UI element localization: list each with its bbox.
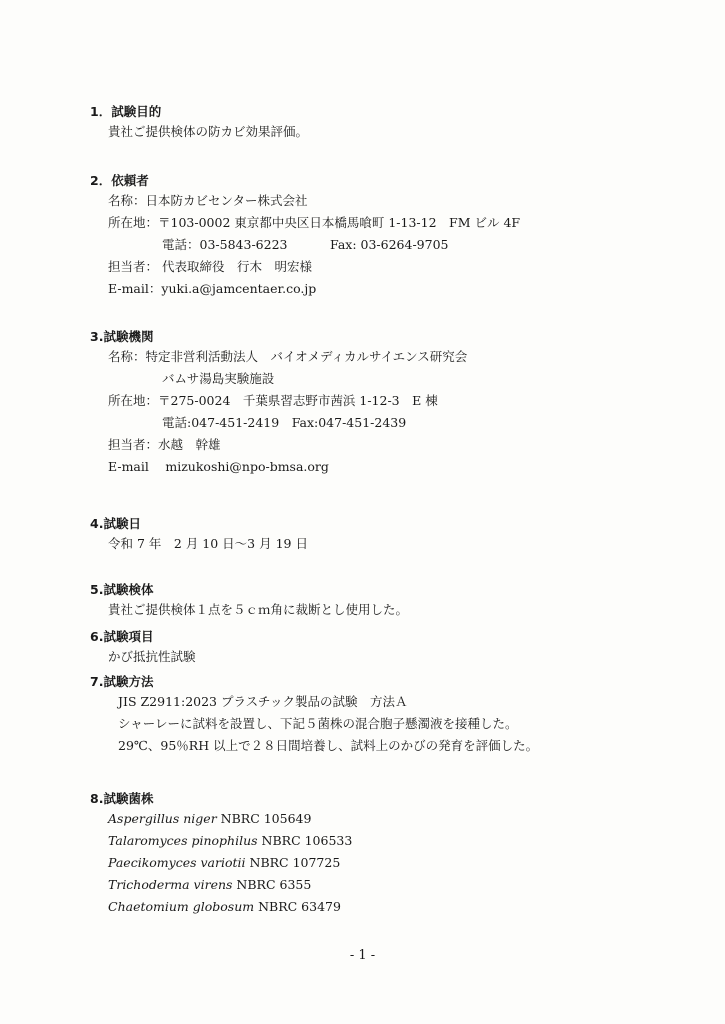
method-line: 29℃、95％RH 以上で２８日間培養し、試料上のかびの発育を評価した。 (118, 738, 539, 753)
page-number: - 1 - (349, 948, 376, 963)
strain-code: NBRC 107725 (245, 855, 341, 870)
section-purpose (90, 103, 685, 143)
section-heading: 1．試験目的 (90, 104, 162, 119)
strain-item (90, 808, 685, 830)
lab-phone: 電話:047-451-2419 Fax:047-451-2439 (162, 415, 407, 430)
strain-species: Talaromyces pinophilus (108, 833, 258, 848)
lab-email: E-mail mizukoshi@npo-bmsa.org (108, 459, 329, 474)
section-test-item (90, 628, 685, 668)
section-heading: 4.試験日 (90, 516, 141, 531)
client-address: 所在地：〒103-0002 東京都中央区日本橋馬喰町 1-13-12 FM ビル 4F (108, 215, 521, 230)
strain-item (90, 852, 685, 874)
section-heading: 8.試験菌株 (90, 791, 154, 806)
strain-item (90, 874, 685, 896)
strain-item (90, 896, 685, 918)
section-heading: 7.試験方法 (90, 674, 154, 689)
section-test-date (90, 515, 685, 555)
client-fax: Fax: 03-6264-9705 (330, 237, 449, 252)
strain-species: Chaetomium globosum (108, 899, 255, 914)
method-line: シャーレーに試料を設置し、下記５菌株の混合胞子懸濁液を接種した。 (118, 716, 518, 731)
lab-name: 名称：特定非営利活動法人 バイオメディカルサイエンス研究会 (108, 349, 468, 364)
client-contact-row (90, 234, 685, 256)
section-heading: 6.試験項目 (90, 629, 154, 644)
strain-item (90, 830, 685, 852)
strain-species: Trichoderma virens (108, 877, 233, 892)
lab-address: 所在地：〒275-0024 千葉県習志野市茜浜 1-12-3 E 棟 (108, 393, 438, 408)
client-tel: 電話：03-5843-6223 (162, 237, 288, 252)
section-heading: 5.試験検体 (90, 582, 154, 597)
test-item-text: かび抵抗性試験 (108, 649, 196, 664)
section-client (90, 172, 685, 300)
strain-species: Aspergillus niger (108, 811, 217, 826)
section-method (90, 673, 685, 757)
client-person: 担当者： 代表取締役 行木 明宏様 (108, 259, 312, 274)
section-lab (90, 328, 685, 478)
method-line: JIS Z2911:2023 プラスチック製品の試験 方法Ａ (118, 694, 408, 709)
strain-code: NBRC 63479 (254, 899, 341, 914)
strain-code: NBRC 6355 (232, 877, 312, 892)
lab-facility: バムサ湯島実験施設 (162, 371, 275, 386)
test-date: 令和 7 年 2 月 10 日～3 月 19 日 (108, 536, 308, 551)
section-specimen (90, 581, 685, 621)
section-heading: 3.試験機関 (90, 329, 154, 344)
client-email: E-mail：yuki.a@jamcentaer.co.jp (108, 281, 317, 296)
strain-code: NBRC 105649 (216, 811, 312, 826)
strain-code: NBRC 106533 (257, 833, 353, 848)
purpose-text: 貴社ご提供検体の防カビ効果評価。 (108, 124, 309, 139)
strain-species: Paecikomyces variotii (108, 855, 246, 870)
section-heading: 2．依頼者 (90, 173, 149, 188)
lab-person: 担当者：水越 幹雄 (108, 437, 221, 452)
client-name: 名称：日本防カビセンター株式会社 (108, 193, 308, 208)
section-strains (90, 790, 685, 918)
specimen-text: 貴社ご提供検体１点を５ｃｍ角に裁断とし使用した。 (108, 602, 409, 617)
